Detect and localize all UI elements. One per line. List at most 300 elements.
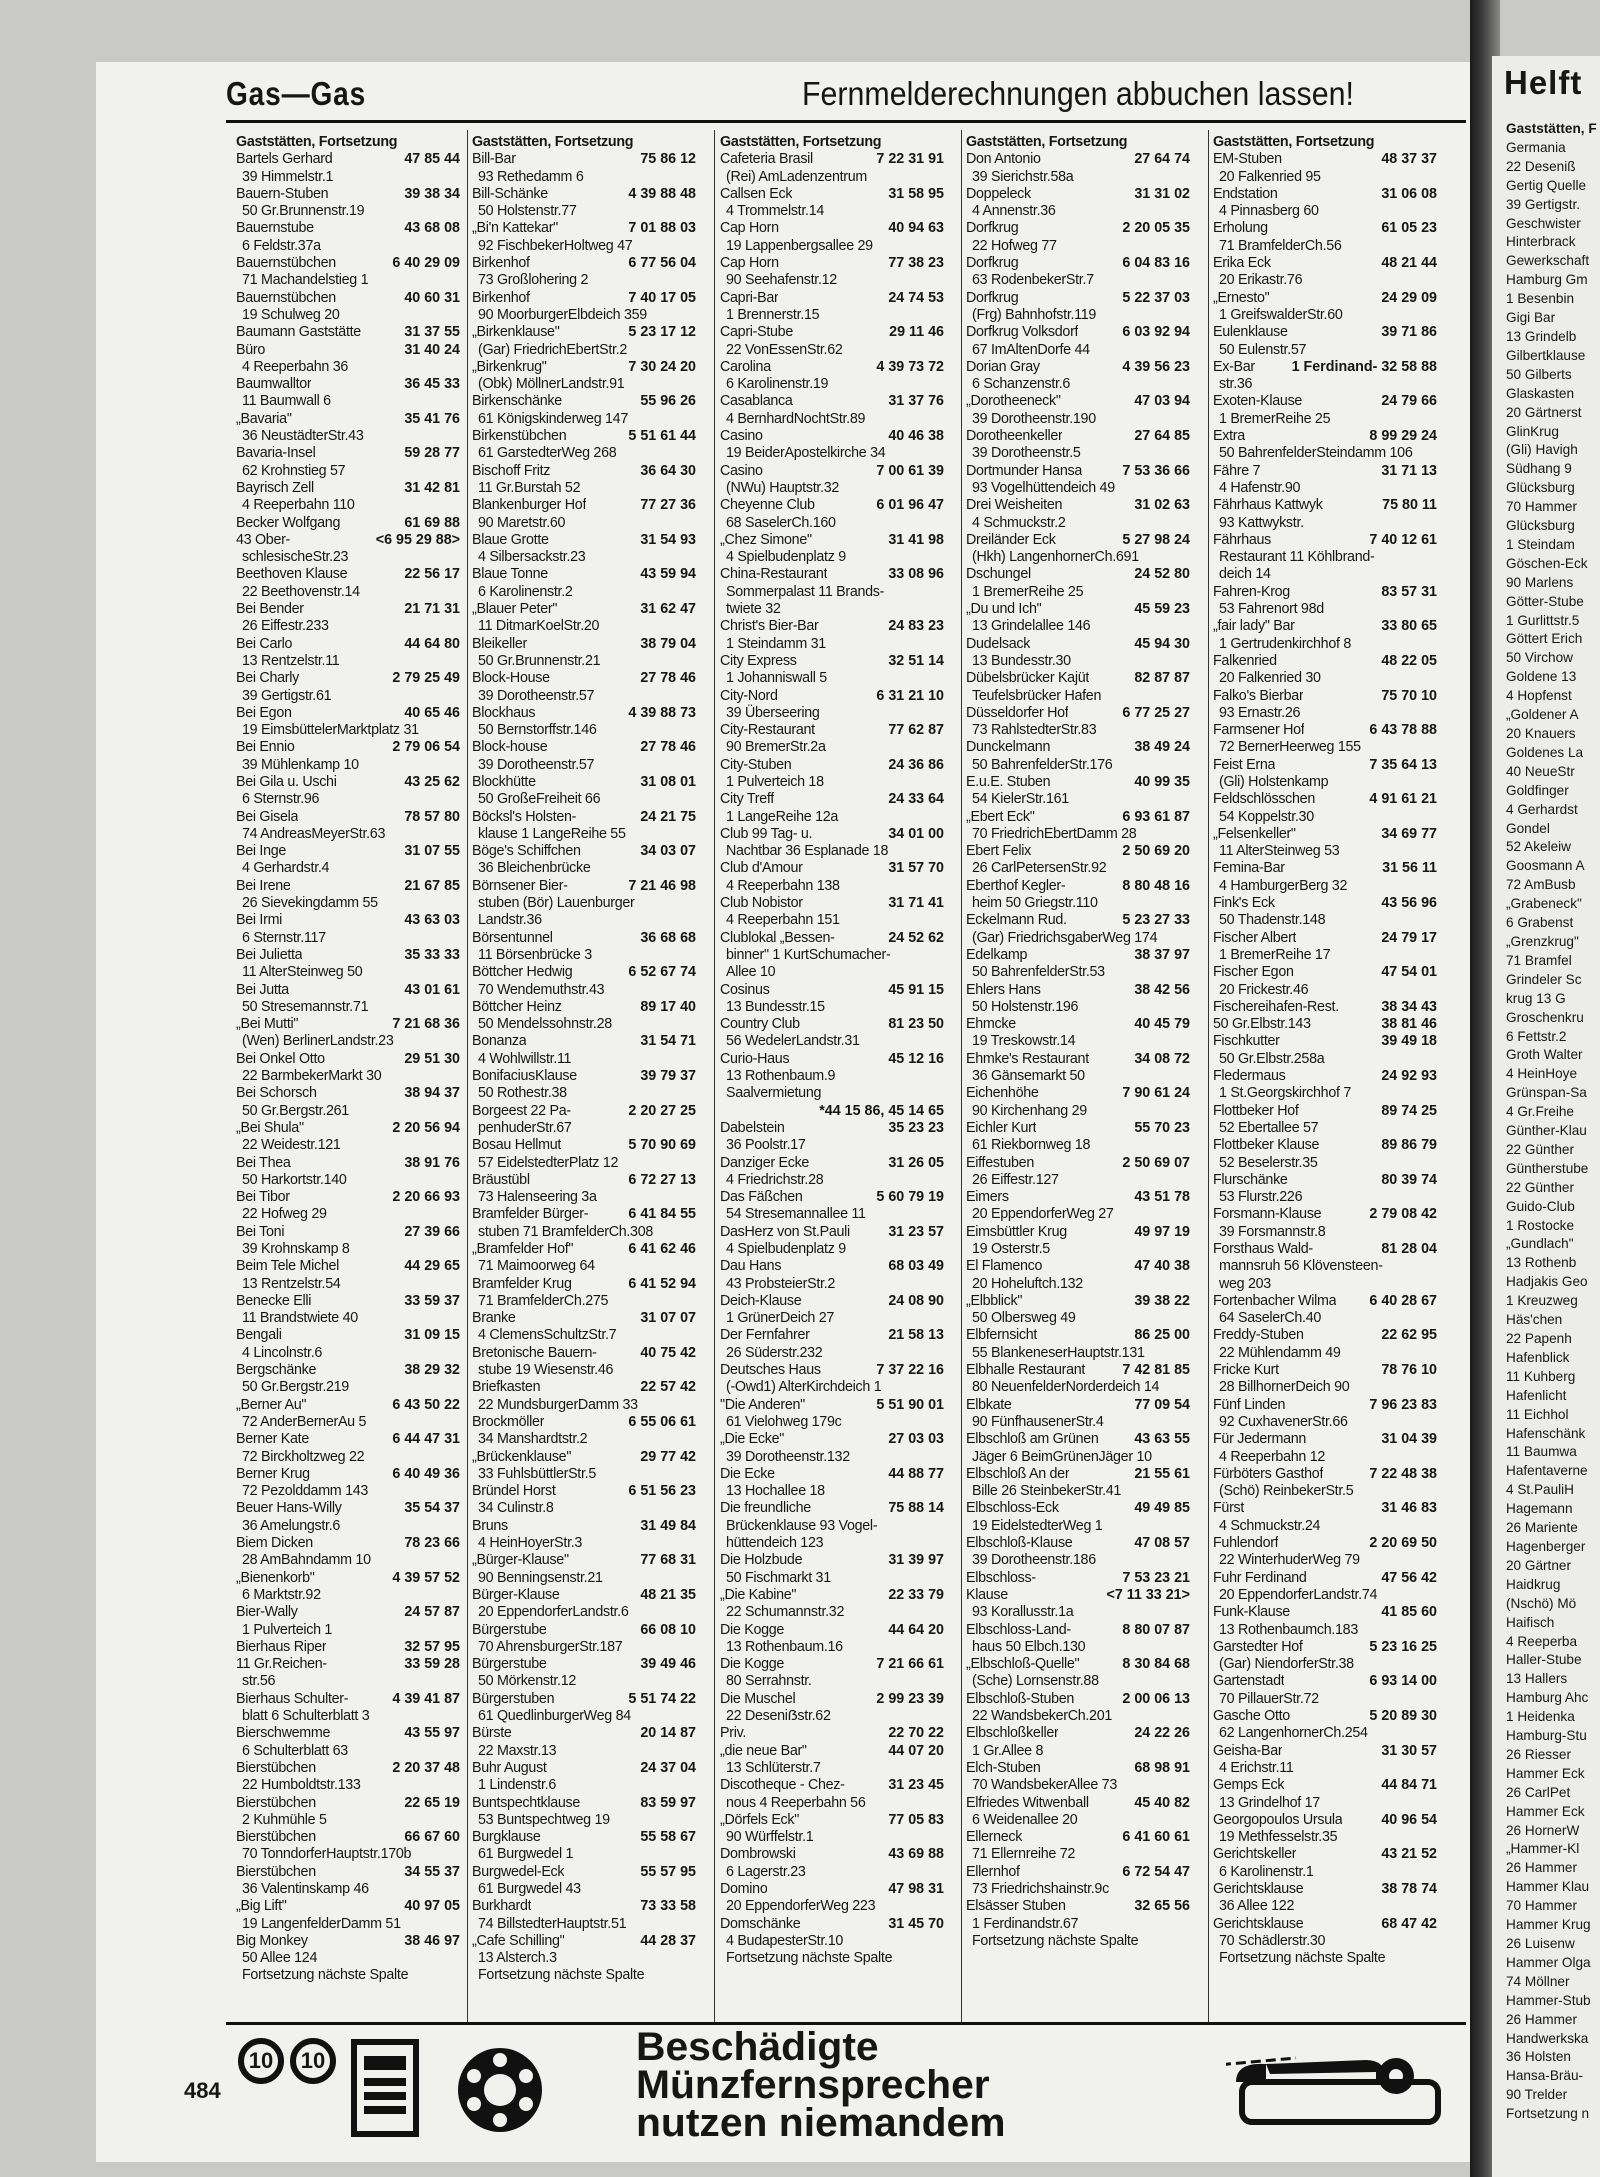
- listing-address: 4 Annenstr.36: [972, 203, 1056, 220]
- listing-entry: [720, 1691, 944, 1708]
- listing-entry: [1213, 1604, 1437, 1621]
- listing-name: Dorfkrug Volksdorf: [966, 324, 1079, 341]
- listing-name: Dorfkrug: [966, 289, 1019, 306]
- listing-address: 39 Sierichstr.58a: [972, 168, 1074, 185]
- listing-entry: [966, 1085, 1190, 1102]
- listing-address: 90 Maretstr.60: [478, 514, 566, 531]
- listing-address: 4 Pinnasberg 60: [1219, 203, 1319, 220]
- phone-number: 77 38 23: [888, 255, 944, 272]
- listing-address: 61 QuedlinburgerWeg 84: [478, 1708, 631, 1725]
- listing-entry: [472, 1898, 696, 1915]
- phone-number: 32 65 56: [1134, 1898, 1190, 1915]
- listing-name: Cheyenne Club: [720, 497, 815, 514]
- listing-entry: [236, 342, 460, 359]
- listing-name: Die Kogge: [720, 1621, 785, 1638]
- next-page-line: 74 Möllner: [1506, 1973, 1570, 1989]
- listing-address: 4 Schmuckstr.2: [972, 514, 1066, 531]
- listing-name: „Die Kabine": [720, 1586, 797, 1603]
- listing-address: 53 Buntspechtweg 19: [478, 1811, 610, 1828]
- listing-address: 61 GarstedterWeg 268: [478, 445, 617, 462]
- listing-entry: [720, 1051, 944, 1068]
- phone-number: 5 22 37 03: [1122, 289, 1190, 306]
- listing-name: Birkenhof: [472, 289, 530, 306]
- listing-name: Borgeest 22 Pa-: [472, 1102, 571, 1119]
- listing-name: „Ernesto": [1213, 289, 1270, 306]
- listing-entry: [472, 1587, 696, 1604]
- listing-entry: [720, 1224, 944, 1241]
- listing-name: Düsseldorfer Hof: [966, 704, 1069, 721]
- phone-number: 5 20 89 30: [1369, 1708, 1437, 1725]
- phone-number: 6 40 29 09: [392, 255, 460, 272]
- phone-number: 31 37 76: [888, 393, 944, 410]
- listing-name: Falko's Bierbar: [1213, 687, 1304, 704]
- listing-entry: [720, 653, 944, 670]
- listing-entry: [236, 1120, 460, 1137]
- listing-name: Exoten-Klause: [1213, 393, 1303, 410]
- phone-number: 43 59 94: [640, 566, 696, 583]
- listing-name: „Dorotheeneck": [966, 393, 1061, 410]
- listing-address: 93 Korallusstr.1a: [972, 1604, 1074, 1621]
- listing-name: Elbschloß An der: [966, 1465, 1070, 1482]
- phone-number: 36 64 30: [640, 462, 696, 479]
- column-heading: Gaststätten, Fortsetzung: [236, 134, 398, 150]
- next-page-line: 72 AmBusb: [1506, 877, 1576, 893]
- next-page-line: Hammer Klau: [1506, 1879, 1590, 1895]
- listing-address: stuben 71 BramfelderCh.308: [478, 1223, 653, 1240]
- listing-name: Blaue Tonne: [472, 566, 548, 583]
- listing-name: Becker Wolfgang: [236, 514, 341, 531]
- listing-name: City-Restaurant: [720, 722, 815, 739]
- phone-number: 4 39 88 48: [628, 185, 696, 202]
- listing-address: Fortsetzung nächste Spalte: [1219, 1950, 1386, 1967]
- phone-number: 77 68 31: [640, 1552, 696, 1569]
- listing-entry: [236, 1795, 460, 1812]
- listing-entry: [966, 1258, 1190, 1275]
- phone-number: 34 69 77: [1381, 825, 1437, 842]
- listing-address: (Gar) FriedrichEbertStr.2: [478, 341, 628, 358]
- phone-number: 31 56 11: [1382, 860, 1437, 877]
- listing-address: 4 Lincolnstr.6: [242, 1344, 323, 1361]
- listing-column-4: [966, 134, 1190, 1950]
- listing-name: Buntspechtklause: [472, 1794, 581, 1811]
- listing-entry: [720, 1812, 944, 1829]
- listing-name: Ellernhof: [966, 1863, 1020, 1880]
- listing-entry: [236, 1570, 460, 1587]
- phone-number: 73 33 58: [640, 1898, 696, 1915]
- listing-name: Biem Dicken: [236, 1535, 313, 1552]
- next-page-line: 22 Papenh: [1506, 1331, 1572, 1346]
- listing-entry: [720, 791, 944, 808]
- phone-number: 89 17 40: [640, 998, 696, 1015]
- listing-name: „Dörfels Eck": [720, 1811, 800, 1828]
- listing-address: klause 1 LangeReihe 55: [478, 825, 626, 842]
- listing-name: Bürgerstube: [472, 1621, 547, 1638]
- listing-address: 36 NeustädterStr.43: [242, 428, 364, 445]
- listing-address: 4 HamburgerBerg 32: [1219, 877, 1348, 894]
- listing-entry: [236, 878, 460, 895]
- phone-number: 6 43 50 22: [392, 1396, 460, 1413]
- listing-entry: [1213, 1172, 1437, 1189]
- listing-address: 4 Hafenstr.90: [1219, 479, 1301, 496]
- listing-entry: [472, 1795, 696, 1812]
- phone-number: 24 52 80: [1134, 566, 1190, 583]
- phone-number: 31 26 05: [888, 1154, 944, 1171]
- column-heading: Gaststätten, Fortsetzung: [1213, 134, 1375, 150]
- listing-address: 1 LangeReihe 12a: [726, 808, 839, 825]
- listing-entry: [236, 1362, 460, 1379]
- listing-address: 19 Osterstr.5: [972, 1241, 1050, 1257]
- listing-address: 4 BudapesterStr.10: [726, 1932, 844, 1949]
- listing-address: 39 Mühlenkamp 10: [242, 756, 359, 773]
- listing-entry: [1213, 1068, 1437, 1085]
- header-rule: [226, 120, 1466, 123]
- listing-entry: [966, 809, 1190, 826]
- listing-entry: [1213, 393, 1437, 410]
- phone-number: 40 60 31: [404, 289, 460, 306]
- phone-number: 78 76 10: [1381, 1362, 1437, 1379]
- phone-number: 22 56 17: [404, 566, 460, 583]
- listing-name: Bei Inge: [236, 843, 287, 860]
- phone-number: 6 44 47 31: [392, 1431, 460, 1448]
- listing-address: 4 Spielbudenplatz 9: [726, 549, 846, 566]
- next-page-line: Südhang 9: [1506, 461, 1572, 477]
- listing-address: 6 Karolinenstr.2: [478, 583, 573, 600]
- listing-name: Benecke Elli: [236, 1292, 312, 1309]
- phone-number: 47 56 42: [1381, 1569, 1437, 1586]
- listing-entry: [966, 1327, 1190, 1344]
- listing-entry: [720, 1016, 944, 1033]
- listing-name: DasHerz von St.Pauli: [720, 1223, 850, 1240]
- listing-entry: [720, 1846, 944, 1863]
- listing-name: „Birkenklause": [472, 324, 560, 341]
- listing-name: Fuhr Ferdinand: [1213, 1569, 1307, 1586]
- listing-name: Casino: [720, 462, 763, 479]
- listing-name: Bauernstübchen: [236, 289, 336, 306]
- listing-entry: [236, 1155, 460, 1172]
- listing-entry: [236, 1725, 460, 1742]
- next-page-line: (Gli) Havigh: [1506, 442, 1578, 458]
- phone-number: 7 01 88 03: [628, 220, 696, 237]
- phone-number: 27 03 03: [888, 1431, 944, 1448]
- listing-entry: [720, 566, 944, 583]
- listing-address: 36 Poolstr.17: [726, 1137, 806, 1154]
- phone-number: 31 42 81: [404, 479, 460, 496]
- phone-number: 5 23 27 33: [1122, 912, 1190, 929]
- listing-entry: [966, 1829, 1190, 1846]
- phone-number: 7 53 36 66: [1122, 462, 1190, 479]
- listing-entry: [1213, 151, 1437, 168]
- listing-address: 71 BramfelderCh.275: [478, 1292, 609, 1309]
- listing-entry: [966, 324, 1190, 341]
- phone-number: 40 45 79: [1134, 1016, 1190, 1033]
- next-page-fragment: [1492, 56, 1600, 2177]
- phone-number: 20 14 87: [640, 1725, 696, 1742]
- phone-number: 38 79 04: [640, 635, 696, 652]
- listing-address: binner" 1 KurtSchumacher-: [726, 946, 891, 963]
- listing-name: „Die Ecke": [720, 1431, 785, 1448]
- phone-number: 27 78 46: [640, 739, 696, 756]
- listing-entry: [1213, 999, 1437, 1016]
- listing-address: Allee 10: [726, 964, 776, 981]
- listing-entry: [236, 1933, 460, 1950]
- phone-number: 48 21 35: [640, 1586, 696, 1603]
- listing-address: 72 AnderBernerAu 5: [242, 1413, 367, 1430]
- listing-address: 20 EppendorferLandstr.74: [1219, 1586, 1378, 1603]
- listing-entry: [472, 705, 696, 722]
- next-page-line: 1 Besenbin: [1506, 291, 1575, 307]
- next-page-line: 6 Grabenst: [1506, 915, 1574, 931]
- next-page-line: Glücksburg: [1506, 480, 1575, 496]
- column-divider: [467, 130, 468, 2023]
- phone-number: 77 05 83: [888, 1811, 944, 1828]
- listing-address: 22 BarmbekerMarkt 30: [242, 1068, 382, 1085]
- listing-name: Fortenbacher Wilma: [1213, 1292, 1337, 1309]
- listing-entry: [472, 186, 696, 203]
- phone-number: 2 50 69 20: [1122, 843, 1190, 860]
- next-page-line: Hamburg Ahc: [1506, 1690, 1589, 1706]
- listing-name: Femina-Bar: [1213, 860, 1285, 877]
- listing-name: Fischereihafen-Rest.: [1213, 998, 1339, 1015]
- next-page-line: Goldenes La: [1506, 744, 1584, 760]
- listing-name: Club Nobistor: [720, 895, 803, 912]
- listing-address: 1 St.Georgskirchhof 7: [1219, 1085, 1351, 1102]
- phone-number: 86 25 00: [1134, 1327, 1190, 1344]
- listing-entry: [1213, 1916, 1437, 1933]
- phone-number: 31 71 41: [888, 895, 944, 912]
- listing-name: „Bi'n Kattekar": [472, 220, 558, 237]
- listing-address: 50 Eulenstr.57: [1219, 341, 1307, 358]
- listing-address: 71 Ellernreihe 72: [972, 1846, 1075, 1863]
- phone-number: 31 39 97: [888, 1552, 944, 1569]
- listing-entry: [966, 878, 1190, 895]
- phone-number: 44 84 71: [1381, 1777, 1437, 1794]
- phone-number: 47 85 44: [404, 151, 460, 168]
- listing-entry: [720, 1189, 944, 1206]
- listing-entry: [236, 912, 460, 929]
- phone-number: 27 64 74: [1134, 151, 1190, 168]
- phone-number: 38 81 46: [1381, 1016, 1437, 1033]
- listing-address: 33 FuhlsbüttlerStr.5: [478, 1465, 596, 1482]
- listing-entry: [1213, 428, 1437, 445]
- listing-name: Bier-Wally: [236, 1604, 298, 1621]
- next-page-line: 20 Knauers: [1506, 726, 1576, 741]
- listing-entry: [966, 1120, 1190, 1137]
- listing-address: 73 Halenseering 3a: [478, 1189, 597, 1206]
- advertisement: [226, 2025, 1466, 2148]
- column-divider: [961, 130, 962, 2023]
- listing-name: "Die Anderen": [720, 1396, 805, 1413]
- listing-name: Christ's Bier-Bar: [720, 618, 819, 635]
- listing-entry: [720, 290, 944, 307]
- listing-name: „Blauer Peter": [472, 601, 558, 618]
- listing-name: Buhr August: [472, 1759, 547, 1776]
- next-page-line: „Hammer-Kl: [1506, 1841, 1580, 1857]
- listing-entry: [236, 1293, 460, 1310]
- listing-name: Berner Kate: [236, 1431, 309, 1448]
- listing-name: Blockhaus: [472, 704, 536, 721]
- listing-name: Doppeleck: [966, 185, 1031, 202]
- listing-name: 11 Gr.Reichen-: [236, 1656, 327, 1673]
- phone-number: 39 49 18: [1381, 1033, 1437, 1050]
- listing-name: „Big Lift": [236, 1898, 287, 1915]
- listing-address: 50 Thadenstr.148: [1219, 912, 1326, 929]
- listing-name: Big Monkey: [236, 1932, 308, 1949]
- phone-number: 2 20 05 35: [1122, 220, 1190, 237]
- next-page-line: Geschwister: [1506, 215, 1581, 231]
- phone-number: 31 04 39: [1381, 1431, 1437, 1448]
- phone-number: 43 56 96: [1381, 895, 1437, 912]
- coin-icon: 10: [290, 2038, 336, 2084]
- listing-column-2: [472, 134, 696, 1985]
- listing-entry: [720, 1777, 944, 1794]
- next-page-line: Hamburg-Stu: [1506, 1728, 1587, 1744]
- listing-name: Feist Erna: [1213, 756, 1276, 773]
- listing-address: 20 EppendorferWeg 27: [972, 1206, 1114, 1223]
- phone-number: 77 27 36: [640, 497, 696, 514]
- phone-number: 38 29 32: [404, 1362, 460, 1379]
- phone-number: 27 39 66: [404, 1223, 460, 1240]
- listing-entry: [236, 843, 460, 860]
- next-page-line: Fortsetzung n: [1506, 2106, 1590, 2122]
- listing-entry: [472, 1483, 696, 1500]
- listing-name: Der Fernfahrer: [720, 1327, 810, 1344]
- listing-entry: [236, 515, 460, 532]
- next-page-line: Hansa-Bräu-: [1506, 2068, 1584, 2084]
- phone-number: 7 21 46 98: [628, 877, 696, 894]
- phone-number: 5 51 90 01: [876, 1396, 944, 1413]
- listing-name: Börsentunnel: [472, 929, 553, 946]
- next-page-line: 13 Rothenb: [1506, 1255, 1577, 1271]
- listing-address: 57 EidelstedterPlatz 12: [478, 1154, 619, 1171]
- listing-address: 80 NeuenfelderNorderdeich 14: [972, 1379, 1160, 1396]
- listing-name: Fischkutter: [1213, 1033, 1280, 1050]
- phone-number: 31 45 70: [888, 1915, 944, 1932]
- listing-address: 20 Frickestr.46: [1219, 981, 1309, 998]
- listing-address: 92 FischbekerHoltweg 47: [478, 237, 633, 254]
- phone-number: 40 46 38: [888, 428, 944, 445]
- listing-entry: [1213, 1241, 1437, 1258]
- next-page-line: Haller-Stube: [1506, 1652, 1582, 1668]
- phone-number: 48 37 37: [1381, 151, 1437, 168]
- listing-entry: [236, 1535, 460, 1552]
- phone-number: 21 55 61: [1134, 1465, 1190, 1482]
- listing-address: 20 Erikastr.76: [1219, 272, 1303, 289]
- phone-number: 24 83 23: [888, 618, 944, 635]
- phone-number: 78 23 66: [404, 1535, 460, 1552]
- phone-number: 7 22 31 91: [876, 151, 944, 168]
- next-page-line: Gertig Quelle: [1506, 177, 1587, 193]
- next-page-line: 4 HeinHoye: [1506, 1066, 1578, 1082]
- listing-name: Bei Irene: [236, 877, 291, 894]
- listing-entry: [966, 774, 1190, 791]
- listing-address: 22 Beethovenstr.14: [242, 583, 360, 600]
- next-page-line: 1 Kreuzweg: [1506, 1293, 1578, 1309]
- listing-entry: [720, 1743, 944, 1760]
- listing-entry: [720, 688, 944, 705]
- listing-name: Dorfkrug: [966, 220, 1019, 237]
- listing-address: 11 AlterSteinweg 50: [242, 964, 363, 981]
- phone-number: 61 05 23: [1381, 220, 1437, 237]
- listing-address: 20 EppendorferWeg 223: [726, 1898, 876, 1915]
- listing-entry: [966, 1051, 1190, 1068]
- listing-address: (-Owd1) AlterKirchdeich 1: [726, 1379, 882, 1396]
- listing-address: 6 Karolinenstr.1: [1219, 1863, 1314, 1880]
- phone-number: 55 57 95: [640, 1863, 696, 1880]
- listing-entry: [236, 1189, 460, 1206]
- listing-address: 11 AlterSteinweg 53: [1219, 843, 1340, 860]
- listing-entry: [472, 428, 696, 445]
- listing-entry: [720, 255, 944, 272]
- listing-address: 63 RodenbekerStr.7: [972, 272, 1094, 289]
- listing-address: 50 Fischmarkt 31: [726, 1569, 831, 1586]
- next-page-line: Güntherstube: [1506, 1160, 1589, 1176]
- listing-address: 4 Spielbudenplatz 9: [726, 1241, 846, 1257]
- listing-address: 22 WinterhuderWeg 79: [1219, 1552, 1360, 1569]
- next-page-line: Hafenblick: [1506, 1349, 1570, 1365]
- listing-address: 72 Birckholtzweg 22: [242, 1448, 365, 1465]
- phone-number: 29 77 42: [640, 1448, 696, 1465]
- listing-name: Beim Tele Michel: [236, 1258, 339, 1275]
- listing-address: (Frg) Bahnhofstr.119: [972, 306, 1097, 323]
- listing-address: 56 WedelerLandstr.31: [726, 1033, 860, 1050]
- phone-number: 31 37 55: [404, 324, 460, 341]
- listing-address: penhuderStr.67: [478, 1119, 572, 1136]
- listing-name: Bründel Horst: [472, 1483, 556, 1500]
- listing-entry: [1213, 1639, 1437, 1656]
- listing-address: 19 Lappenbergsallee 29: [726, 237, 873, 254]
- listing-entry: [720, 1622, 944, 1639]
- phone-number: 31 07 55: [404, 843, 460, 860]
- next-page-line: 1 Heidenka: [1506, 1709, 1575, 1725]
- listing-name: Fink's Eck: [1213, 895, 1275, 912]
- listing-address: 1 BremerReihe 17: [1219, 946, 1331, 963]
- listing-entry: [472, 532, 696, 549]
- phone-number: 47 54 01: [1381, 964, 1437, 981]
- listing-address: 54 Stresemannallee 11: [726, 1206, 866, 1223]
- listing-address: (Rei) AmLadenzentrum: [726, 168, 868, 185]
- listing-entry: [966, 1795, 1190, 1812]
- listing-name: Block-house: [472, 739, 548, 756]
- listing-entry: [236, 151, 460, 168]
- listing-name: „Bramfelder Hof": [472, 1241, 574, 1257]
- phone-number: 31 71 13: [1381, 462, 1437, 479]
- next-page-line: Gigi Bar: [1506, 310, 1556, 326]
- listing-name: Bei Irmi: [236, 912, 283, 929]
- listing-entry: [1213, 618, 1437, 635]
- listing-name: Bräustübl: [472, 1171, 530, 1188]
- next-page-line: Hammer Krug: [1506, 1917, 1591, 1933]
- listing-address: 22 MundsburgerDamm 33: [478, 1396, 638, 1413]
- listing-address: 13 Rothenbaum.16: [726, 1638, 843, 1655]
- next-page-line: 39 Gertigstr.: [1506, 196, 1581, 212]
- phone-number: 5 70 90 69: [628, 1137, 696, 1154]
- next-page-line: Haifisch: [1506, 1614, 1555, 1630]
- next-page-line: 13 Grindelb: [1506, 328, 1577, 344]
- listing-address: 20 Falkenried 95: [1219, 168, 1321, 185]
- phone-number: 7 53 23 21: [1122, 1569, 1190, 1586]
- listing-name: Flottbeker Klause: [1213, 1137, 1320, 1154]
- phone-number: 44 07 20: [888, 1742, 944, 1759]
- listing-address: 62 LangenhornerCh.254: [1219, 1725, 1368, 1742]
- phone-number: 33 59 28: [404, 1656, 460, 1673]
- listing-address: 1 Steindamm 31: [726, 635, 826, 652]
- listing-address: 61 Burgwedel 1: [478, 1846, 574, 1863]
- page-header-range: Gas—Gas: [226, 75, 367, 112]
- next-page-list: [1492, 120, 1600, 2124]
- listing-entry: [966, 1189, 1190, 1206]
- phone-number: 44 64 20: [888, 1621, 944, 1638]
- listing-address: 6 Marktstr.92: [242, 1586, 321, 1603]
